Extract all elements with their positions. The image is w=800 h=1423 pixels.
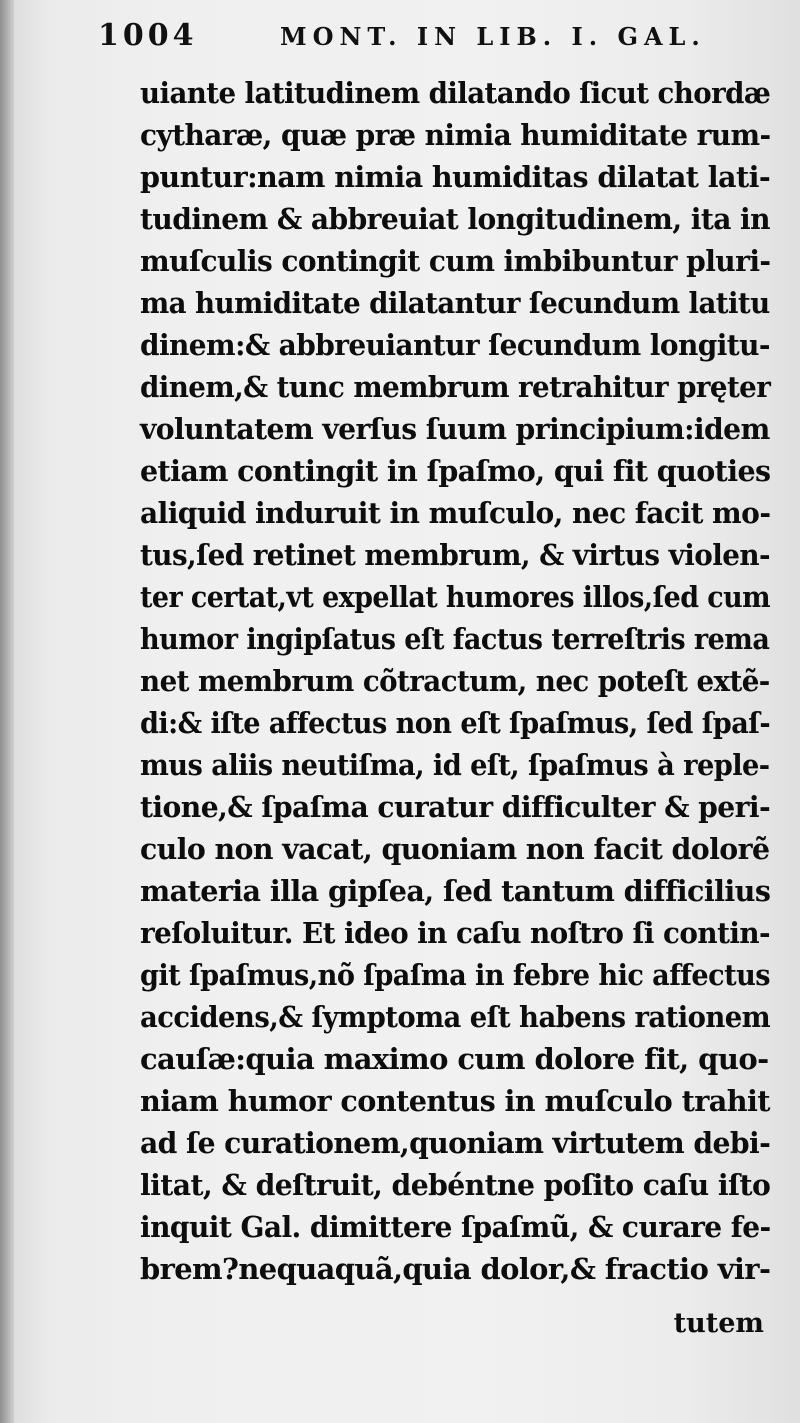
catchword: tutem [673,1308,764,1339]
text-line: cauſæ:quia maximo cum dolore fit, quo- [140,1042,769,1076]
text-line: mus aliis neutiſma, id eſt, ſpaſmus à reple- [140,748,770,782]
text-line: ma humiditate dilatantur ſecundum latitu [140,286,770,320]
text-line: tus,ſed retinet membrum, & virtus violen- [140,538,770,572]
text-line: materia illa gipſea, ſed tantum difficilius [140,874,771,908]
gutter-shadow [0,0,14,1423]
text-line: etiam contingit in ſpaſmo, qui fit quoties [140,454,771,488]
text-line: litat, & deſtruit, debéntne poſito caſu iſto [140,1168,771,1202]
page-header [98,18,778,68]
text-line: voluntatem verſus ſuum principium:idem [140,412,770,446]
text-line: inquit Gal. dimittere ſpaſmũ, & curare fe- [140,1210,771,1244]
text-line: culo non vacat, quoniam non facit dolorẽ [140,832,770,866]
text-line: cytharæ, quæ præ nimia humiditate rum- [140,118,771,152]
text-line: dinem:& abbreuiantur ſecundum longitu- [140,328,770,362]
text-line: brem?nequaquã,quia dolor,& fractio vir- [140,1252,771,1286]
page-number: 1004 [98,18,198,53]
text-line: tione,& ſpaſma curatur difficulter & peri- [140,790,771,824]
text-line: tudinem & abbreuiat longitudinem, ita in [140,202,771,236]
text-line: git ſpaſmus,nõ ſpaſma in febre hic affectus [140,958,770,992]
text-line: dinem,& tunc membrum retrahitur prę̨ter [140,370,771,404]
body-text [140,72,770,1290]
text-line: ad ſe curationem,quoniam virtutem debi- [140,1126,771,1160]
text-line: puntur:nam nimia humiditas dilatat lati- [140,160,771,194]
text-line: niam humor contentus in muſculo trahit [140,1084,770,1118]
text-line: di:& iſte affectus non eſt ſpaſmus, ſed ſpaſ- [140,706,771,740]
text-line: muſculis contingit cum imbibuntur pluri- [140,244,771,278]
text-line: net membrum cõtractum, nec poteſt extẽ- [140,664,770,698]
text-line: reſoluitur. Et ideo in caſu noſtro ſi contin- [140,916,771,950]
text-line: uiante latitudinem dilatando ſicut chordæ [140,76,771,110]
text-line: accidens,& ſymptoma eſt habens rationem [140,1000,771,1034]
text-line: ter certat,vt expellat humores illos,ſed cum [140,580,771,614]
text-line: humor ingipſatus eſt factus terreſtris rema [140,622,770,656]
text-line: aliquid induruit in muſculo, nec facit mo- [140,496,771,530]
running-head: MONT. IN LIB. I. GAL. [280,22,706,51]
